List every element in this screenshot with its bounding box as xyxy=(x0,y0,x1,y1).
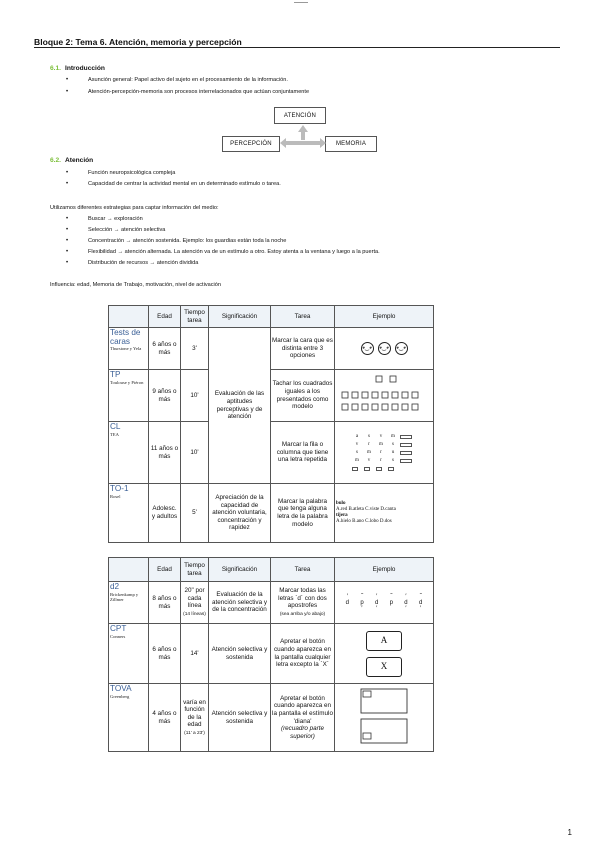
face-icon: ◕‿◕ xyxy=(378,342,391,355)
test-name: Tests de caras xyxy=(110,328,141,346)
d2-letter: d xyxy=(404,599,408,606)
answer-box xyxy=(400,459,412,463)
grid-letter: u xyxy=(391,449,395,455)
header-cell: Tarea xyxy=(271,306,335,328)
time-value: 20" por cada línea xyxy=(184,587,205,610)
grid-letter: m xyxy=(379,441,383,447)
arrow-up-shape xyxy=(298,125,308,140)
table-row xyxy=(109,422,434,484)
test-author: Toulouse y Piéron xyxy=(110,379,144,385)
time-value: varía en función de la edad xyxy=(183,698,206,729)
test-name-cell xyxy=(109,684,149,752)
example-letters-cell xyxy=(335,422,434,484)
strategy-item: • Concentración → atención sostenida. Ejemplo: los guardias están toda la noche xyxy=(88,238,286,244)
d2-letter: p xyxy=(360,599,364,606)
answer-box xyxy=(400,451,412,455)
task-text: Marcar todas las letras ´d´ con dos apostrofes xyxy=(278,587,327,610)
face-icon: ◕‿◕ xyxy=(395,342,408,355)
example-words-cell xyxy=(335,484,434,543)
test-author: Conners xyxy=(110,633,126,639)
apostrophe-mark: ′ xyxy=(420,605,422,612)
model-word: tijera xyxy=(336,513,348,518)
time-cell: 5' xyxy=(181,484,209,543)
grid-letter: v xyxy=(379,433,383,439)
d2-letters xyxy=(336,594,432,612)
word-options: A.hielo B.ano C.lobo D.dos xyxy=(336,519,392,524)
significance-cell: Apreciación de la capacidad de atención voluntaria, concentración y rapidez xyxy=(209,484,271,543)
task-cell: Marcar la fila o columna que tiene una letra repetida xyxy=(271,422,335,484)
significance-cell: Evaluación de la atención selectiva y de la concentración xyxy=(209,582,271,624)
header-cell: Edad xyxy=(149,306,181,328)
answer-box xyxy=(388,467,394,471)
section-number: 6.1. xyxy=(50,65,61,72)
table-row xyxy=(109,582,434,624)
example-faces-cell xyxy=(335,328,434,370)
header-cell: Tiempo tarea xyxy=(181,306,209,328)
apostrophe-mark: ′ xyxy=(361,605,363,612)
page-number: 1 xyxy=(567,828,572,837)
d2-letter-group xyxy=(375,594,378,612)
apostrophe-mark: ˝ xyxy=(419,593,422,600)
table-row xyxy=(109,370,434,422)
strategies-intro: Utilizamos diferentes estrategias para captar información del medio: xyxy=(50,205,219,211)
age-cell: Adolesc. y adultos xyxy=(149,484,181,543)
time-cell: 10' xyxy=(181,422,209,484)
model-word: bulo xyxy=(336,501,346,506)
task-note: (sea arriba y/o abajo) xyxy=(279,611,326,617)
apostrophe-mark: ′ xyxy=(405,605,407,612)
table-row xyxy=(109,328,434,370)
title-divider xyxy=(34,47,560,48)
bullet-item: • Función neuropsicológica compleja xyxy=(88,170,175,176)
header-cell xyxy=(109,558,149,582)
header-cell: Ejemplo xyxy=(335,306,434,328)
header-cell: Edad xyxy=(149,558,181,582)
grid-letter: s xyxy=(392,457,394,463)
test-name-cell xyxy=(109,422,149,484)
answer-box xyxy=(352,467,358,471)
section-heading-introduccion xyxy=(50,65,105,72)
header-cell: Significación xyxy=(209,558,271,582)
answer-box xyxy=(400,443,412,447)
test-name-cell xyxy=(109,484,149,543)
example-tova-cell xyxy=(335,684,434,752)
letter-grid xyxy=(336,434,432,472)
time-cell: 3' xyxy=(181,328,209,370)
d2-letter: d xyxy=(374,599,379,606)
task-cell: Marcar la cara que es distinta entre 3 opciones xyxy=(271,328,335,370)
grid-letter: r xyxy=(368,441,370,447)
answer-box xyxy=(400,435,412,439)
section-heading-atencion xyxy=(50,157,93,164)
grid-letter: r xyxy=(380,457,382,463)
strategy-item: • Selección → atención selectiva xyxy=(88,227,165,233)
grid-letter: s xyxy=(356,449,358,455)
strategy-item: • Distribución de recursos → atención dividida xyxy=(88,260,198,266)
screen-letter-x: X xyxy=(366,657,402,677)
header-cell: Ejemplo xyxy=(335,558,434,582)
d2-letter: d xyxy=(418,599,423,606)
grid-letter: a xyxy=(355,433,359,439)
time-cell: 14' xyxy=(181,624,209,684)
diagram-atencion-box: ATENCIÓN xyxy=(274,107,326,124)
task-cell: Tachar los cuadrados iguales a los presentados como modelo xyxy=(271,370,335,422)
page-title: Bloque 2: Tema 6. Atención, memoria y percepción xyxy=(34,37,242,47)
test-name: TP xyxy=(110,370,121,379)
strategy-item: • Flexibilidad → atención alternada. La atención va de un estímulo a otro. Estoy atenta a la ventana y luego a la puerta. xyxy=(88,249,380,255)
age-cell: 9 años o más xyxy=(149,370,181,422)
header-cell: Tiempo tarea xyxy=(181,558,209,582)
diagram-arrows xyxy=(280,124,326,154)
grid-letter: r xyxy=(380,449,382,455)
task-cell xyxy=(271,684,335,752)
cpt-screens xyxy=(336,631,432,677)
test-name-cell xyxy=(109,370,149,422)
d2-letter-group xyxy=(390,594,393,612)
example-d2-cell xyxy=(335,582,434,624)
bullet-item: • Asunción general: Papel activo del sujeto en el procesamiento de la información. xyxy=(88,77,288,83)
apostrophe-mark: ˝ xyxy=(360,593,363,600)
face-icon: ◕‿◕ xyxy=(361,342,374,355)
apostrophe-mark: ′ xyxy=(376,605,378,612)
task-cell xyxy=(271,582,335,624)
bullet-item: • Capacidad de centrar la actividad mental en un determinado estímulo o tarea. xyxy=(88,181,281,187)
model-square-shape xyxy=(376,376,382,382)
d2-letter: p xyxy=(389,599,393,606)
task-cell: Marcar la palabra que tenga alguna letra de la palabra modelo xyxy=(271,484,335,543)
tests-table-2 xyxy=(108,557,434,752)
grid-letter: m xyxy=(391,433,395,439)
screen-nontarget-shape xyxy=(361,719,407,743)
task-cell: Apretar el botón cuando aparezca en la pantalla cualquier letra excepto la ´X´ xyxy=(271,624,335,684)
diagram-percepcion-box: PERCEPCIÓN xyxy=(222,136,280,152)
task-note: (recuadro parte superior) xyxy=(280,725,325,740)
grid-letter: v xyxy=(367,457,371,463)
grid-letter: s xyxy=(392,441,394,447)
target-square-shape xyxy=(363,691,371,697)
task-text: Apretar el botón cuando aparezca en la pantalla el estímulo 'diana' xyxy=(272,694,333,725)
page-top-mark xyxy=(294,2,308,3)
table-row xyxy=(109,624,434,684)
screen-target-shape xyxy=(361,689,407,713)
test-author: Thurstone y Yela xyxy=(110,346,142,352)
bullet-item: • Atención-percepción-memoria son procesos interrelacionados que actúan conjuntamente xyxy=(88,89,309,95)
significance-cell: Atención selectiva y sostenida xyxy=(209,684,271,752)
test-name-cell xyxy=(109,624,149,684)
d2-letter-group xyxy=(404,594,407,612)
model-square-shape xyxy=(390,376,396,382)
section-title: Atención xyxy=(65,157,94,164)
header-cell: Tarea xyxy=(271,558,335,582)
table-row xyxy=(109,684,434,752)
header-cell: Significación xyxy=(209,306,271,328)
apostrophe-mark: ′ xyxy=(376,593,378,600)
test-author: TEA xyxy=(110,431,119,437)
age-cell: 6 años o más xyxy=(149,328,181,370)
test-name-cell xyxy=(109,582,149,624)
test-author: Brickenkamp y Zillmer xyxy=(110,591,139,603)
age-cell: 11 años o más xyxy=(149,422,181,484)
answer-box xyxy=(376,467,382,471)
example-squares-cell xyxy=(335,370,434,422)
tova-screens-graphic xyxy=(349,687,419,745)
section-title: Introducción xyxy=(65,65,105,72)
test-name: d2 xyxy=(110,582,120,591)
answer-box xyxy=(364,467,370,471)
grid-letter: v xyxy=(355,441,359,447)
squares-example-graphic xyxy=(338,372,430,416)
nontarget-square-shape xyxy=(363,733,371,739)
grid-letter: m xyxy=(367,449,371,455)
grid-letter: s xyxy=(368,433,370,439)
tests-table-1 xyxy=(108,305,434,543)
time-cell: 10' xyxy=(181,370,209,422)
d2-letter: d xyxy=(345,599,349,606)
test-name: TO-1 xyxy=(110,484,129,493)
age-cell: 6 años o más xyxy=(149,624,181,684)
test-author: Rosel xyxy=(110,493,121,499)
section-number: 6.2. xyxy=(50,157,61,164)
apostrophe-mark: ′ xyxy=(405,593,407,600)
screen-letter-a: A xyxy=(366,631,402,651)
example-cpt-cell xyxy=(335,624,434,684)
time-cell xyxy=(181,582,209,624)
age-cell: 8 años o más xyxy=(149,582,181,624)
age-cell: 4 años o más xyxy=(149,684,181,752)
table-header-row xyxy=(109,306,434,328)
header-cell xyxy=(109,306,149,328)
d2-letter-group xyxy=(419,594,422,612)
time-note: (11' a 23') xyxy=(184,730,205,736)
apostrophe-mark: ′ xyxy=(346,593,348,600)
word-options: A.red B.atleta C.viste D.canta xyxy=(336,507,396,512)
d2-letter-group xyxy=(360,594,363,612)
time-note: (14 líneas) xyxy=(183,611,206,617)
influence-text: Influencia: edad, Memoria de Trabajo, motivación, nivel de activación xyxy=(50,282,222,288)
table-header-row xyxy=(109,558,434,582)
significance-cell: Evaluación de las aptitudes perceptivas y de atención xyxy=(209,328,271,484)
diagram-memoria-box: MEMORIA xyxy=(325,136,377,152)
test-name: CL xyxy=(110,422,121,431)
grid-letter: m xyxy=(355,457,359,463)
strategy-item: • Buscar → exploración xyxy=(88,216,143,222)
test-name: CPT xyxy=(110,624,127,633)
test-name-cell xyxy=(109,328,149,370)
significance-cell: Atención selectiva y sostenida xyxy=(209,624,271,684)
apostrophe-mark: ˝ xyxy=(390,593,393,600)
table-row xyxy=(109,484,434,543)
test-author: Greenberg xyxy=(110,693,130,699)
test-name: TOVA xyxy=(110,684,132,693)
d2-letter-group xyxy=(346,594,349,612)
time-cell xyxy=(181,684,209,752)
